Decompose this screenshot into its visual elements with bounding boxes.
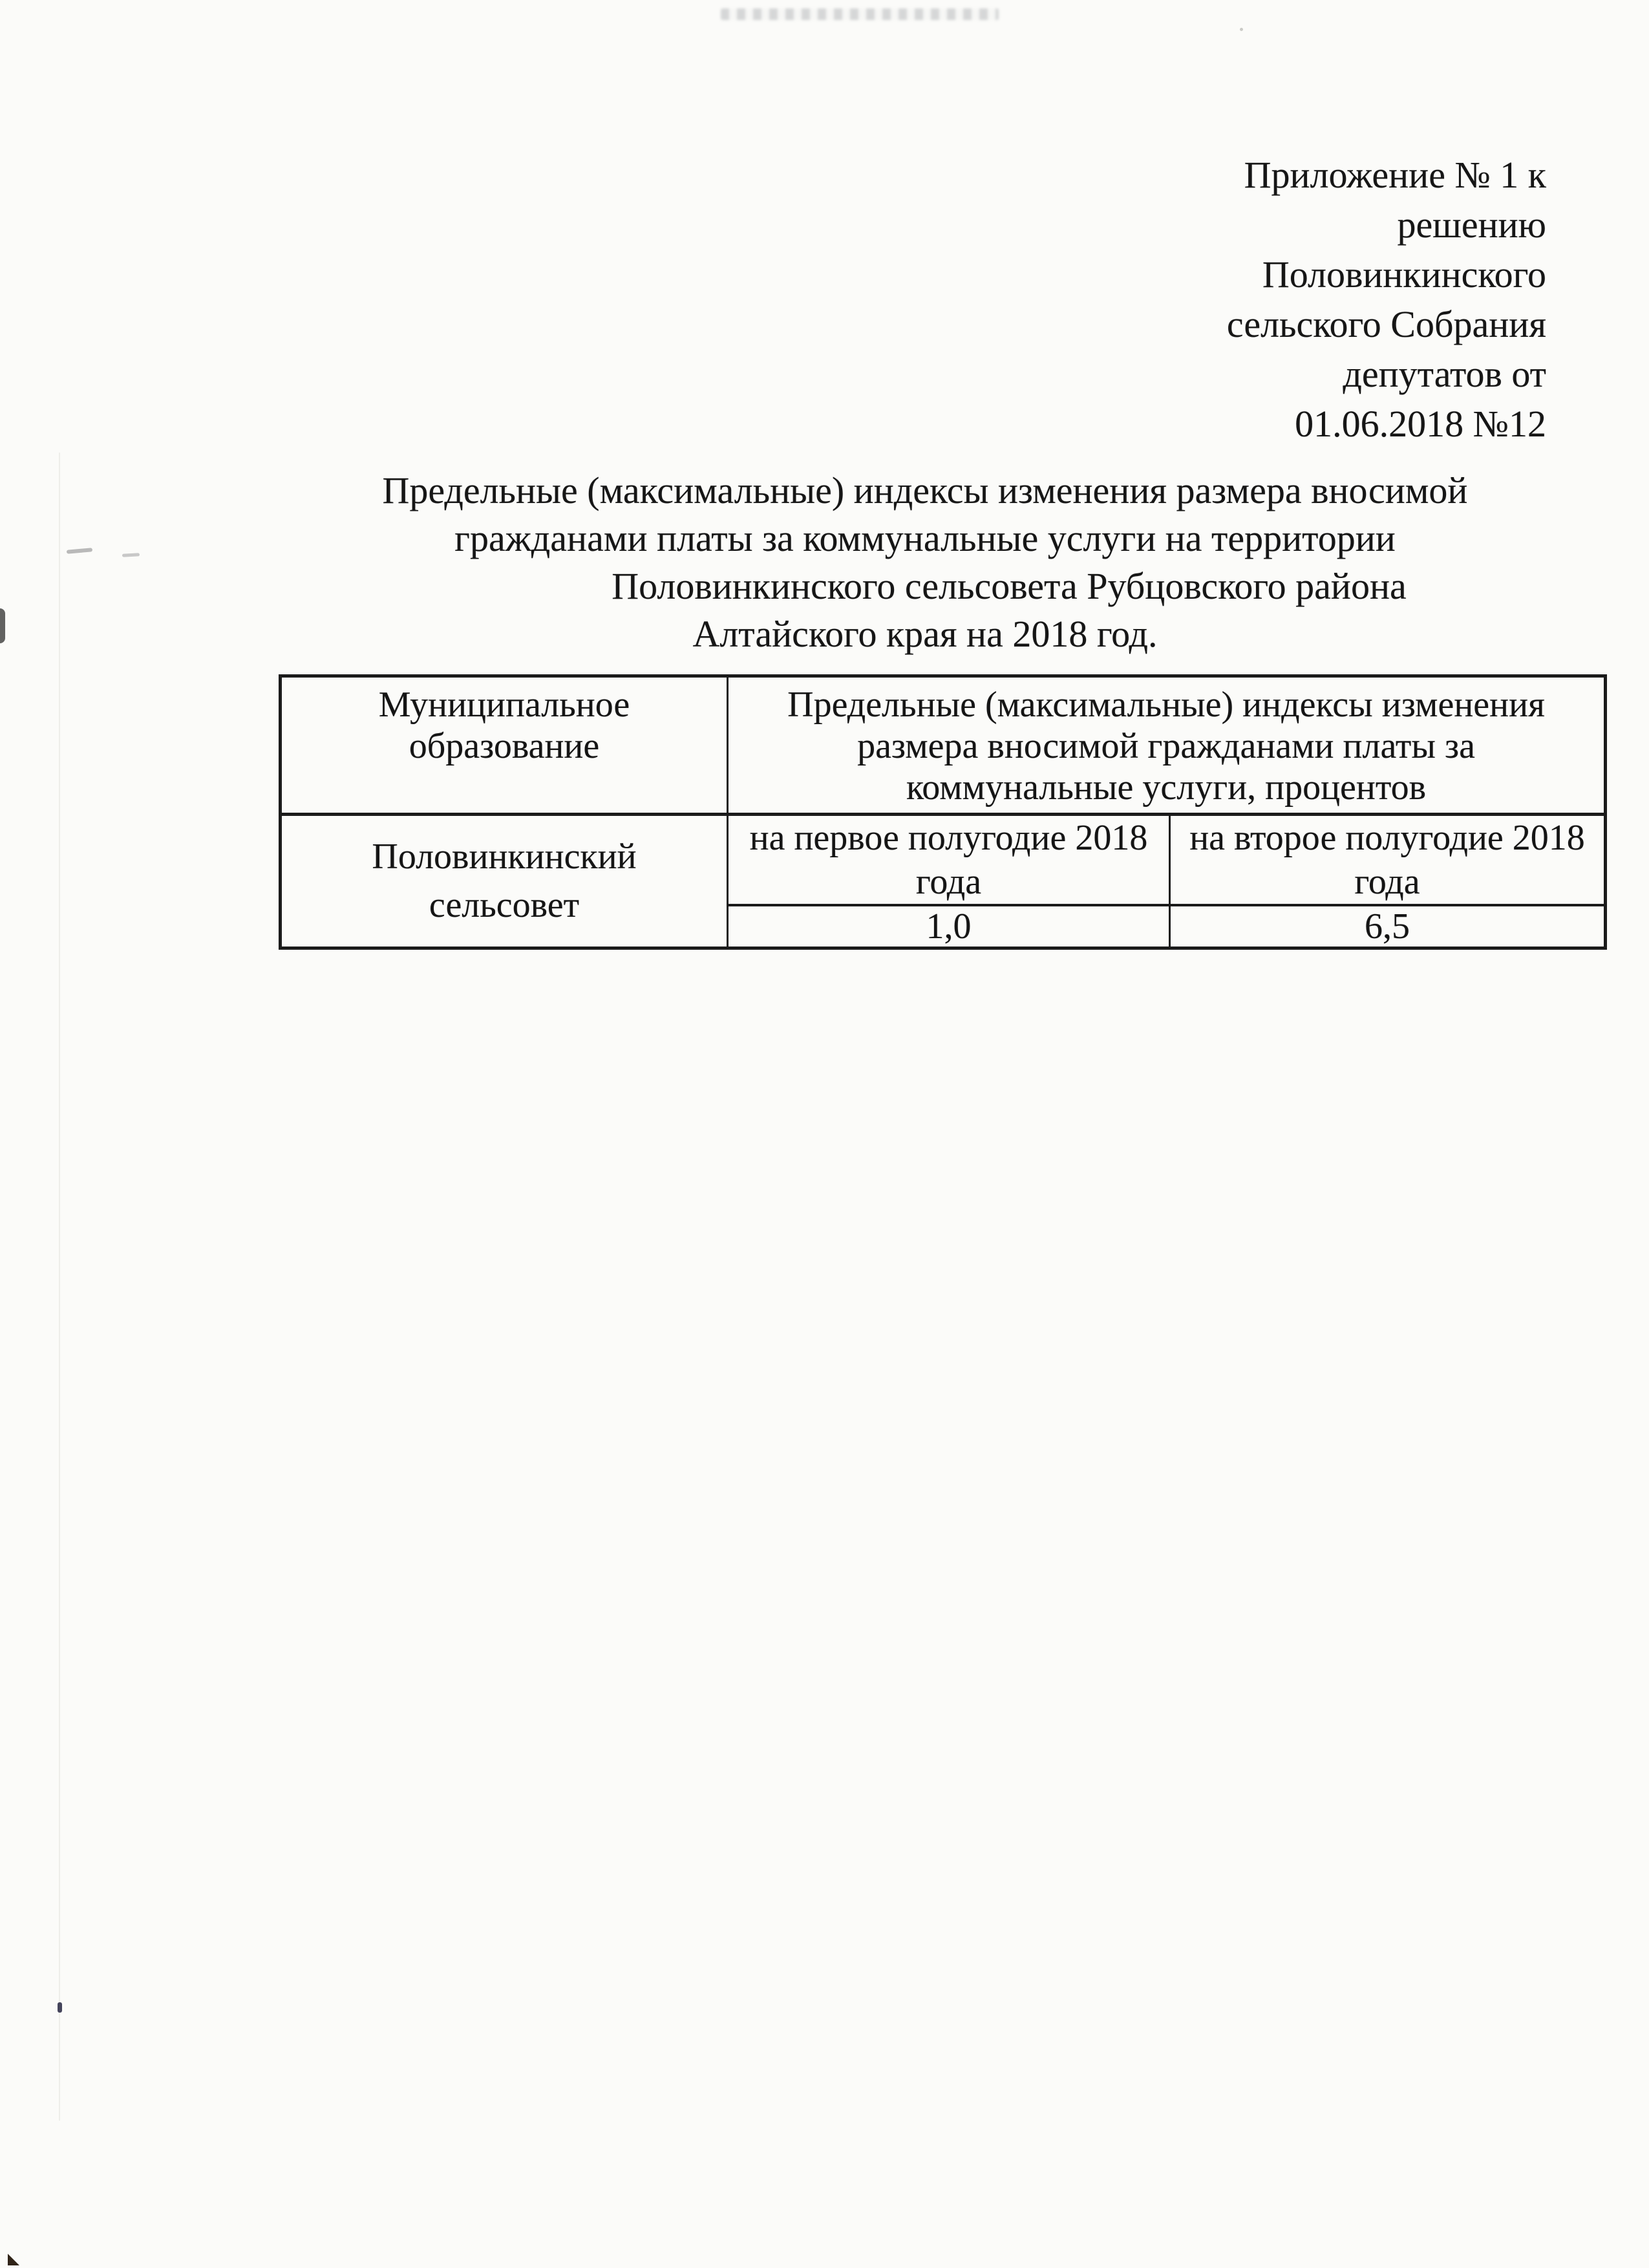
appendix-reference-line: решению [1397, 204, 1546, 246]
table-header-first-half-line: года [915, 862, 982, 902]
scan-artifact-edge-curl [0, 608, 5, 643]
scan-artifact-dot [1240, 28, 1243, 31]
table-header-indices-line: Предельные (максимальные) индексы изменения [787, 685, 1545, 725]
table-header-indices [728, 676, 1606, 815]
scan-artifact-corner-wedge [8, 2254, 19, 2265]
table-header-first-half [728, 815, 1170, 906]
appendix-reference-line: 01.06.2018 №12 [1295, 403, 1546, 445]
table-header-indices-line: размера вносимой гражданами платы за [857, 726, 1475, 766]
table-cell-first-half-value: 1,0 [728, 905, 1170, 948]
table-cell-municipality-name-line: сельсовет [429, 885, 580, 925]
table-cell-municipality-name-line: Половинкинский [372, 837, 637, 877]
table-header-municipality-line: образование [409, 726, 600, 766]
document-title-line: гражданами платы за коммунальные услуги на территории [454, 517, 1396, 559]
appendix-reference-block [964, 150, 1546, 449]
table-header-indices-line: коммунальные услуги, процентов [906, 767, 1427, 808]
document-title-line: Предельные (максимальные) индексы изменения размера вносимой [382, 469, 1468, 511]
scan-artifact-top-smudge [721, 8, 999, 20]
document-title-line: Половинкинского сельсовета Рубцовского района [612, 565, 1407, 607]
appendix-reference-line: депутатов от [1343, 353, 1546, 395]
appendix-reference-line: Приложение № 1 к [1244, 154, 1546, 196]
table-header-second-half-line: на второе полугодие 2018 [1189, 818, 1585, 858]
table-header-row [281, 676, 1606, 815]
scan-artifact-dash [122, 553, 140, 557]
document-title [253, 467, 1597, 658]
table-cell-second-half-value: 6,5 [1170, 905, 1606, 948]
table-header-second-half [1170, 815, 1606, 906]
appendix-reference-line: сельского Собрания [1226, 303, 1546, 345]
scan-artifact-ink-mark [58, 2002, 62, 2013]
scan-artifact-vertical-line [59, 453, 60, 2121]
table-header-municipality [281, 676, 728, 815]
scan-artifact-dash [67, 548, 92, 553]
table-header-first-half-line: на первое полугодие 2018 [749, 818, 1148, 858]
table-header-second-half-line: года [1354, 862, 1420, 902]
indices-table [279, 674, 1607, 950]
table-cell-municipality-name [281, 815, 728, 948]
document-title-line: Алтайского края на 2018 год. [692, 613, 1158, 655]
table-header-municipality-line: Муниципальное [378, 685, 630, 725]
appendix-reference-line: Половинкинского [1262, 253, 1546, 295]
table-subheader-row [281, 815, 1606, 906]
